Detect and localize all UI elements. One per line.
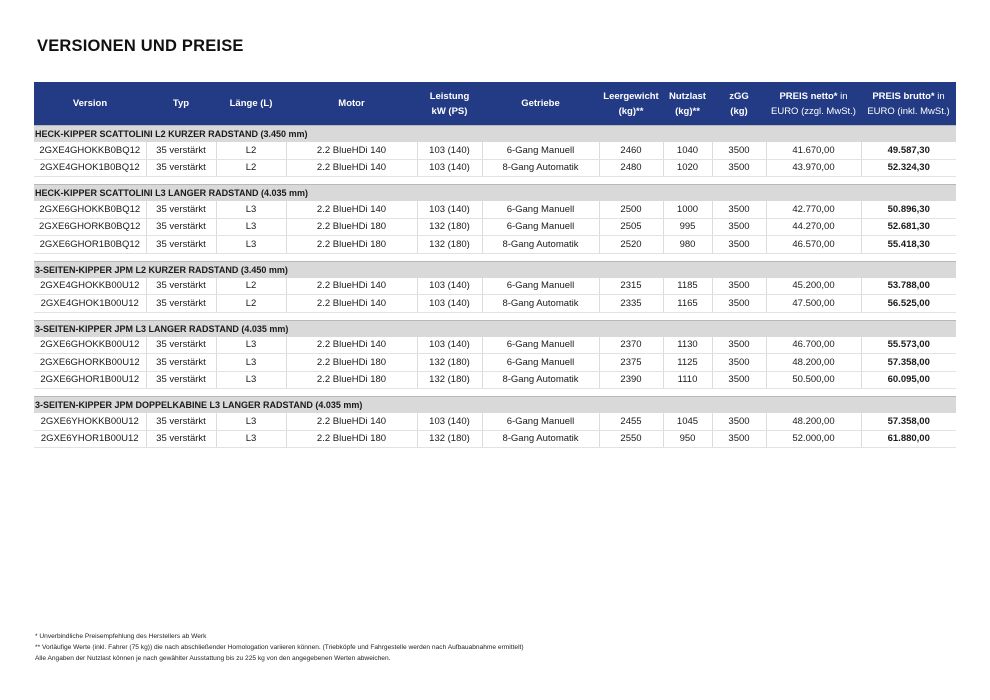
- col-nutzlast-line1: Nutzlast: [669, 90, 706, 102]
- footnotes: [35, 631, 524, 664]
- section-spacer: [34, 312, 956, 320]
- section-title: 3-SEITEN-KIPPER JPM L2 KURZER RADSTAND (3.450 mm): [34, 261, 956, 278]
- section-header-row: [34, 126, 956, 143]
- cell-zgg: 3500: [712, 236, 766, 254]
- cell-zgg: 3500: [712, 159, 766, 177]
- col-getriebe: Getriebe: [482, 82, 599, 126]
- cell-laenge: L3: [216, 430, 286, 448]
- cell-leergewicht: 2500: [599, 201, 663, 218]
- cell-motor: 2.2 BlueHDi 140: [286, 337, 417, 354]
- section-header-row: [34, 320, 956, 337]
- col-preis-netto-line2: EURO (zzgl. MwSt.): [771, 105, 856, 117]
- table-row: [34, 201, 956, 218]
- table-row: [34, 354, 956, 372]
- col-zgg: [712, 82, 766, 126]
- cell-laenge: L3: [216, 371, 286, 389]
- footnote-2: ** Vorläufige Werte (inkl. Fahrer (75 kg)) die nach abschließender Homologation variieren können. (Triebköpfe und Fahrgestelle werden nach Aufbauabnahme ermittelt): [35, 644, 524, 651]
- cell-leergewicht: 2375: [599, 354, 663, 372]
- page-title: VERSIONEN UND PREISE: [37, 37, 244, 55]
- cell-zgg: 3500: [712, 413, 766, 430]
- cell-zgg: 3500: [712, 371, 766, 389]
- cell-leergewicht: 2460: [599, 142, 663, 159]
- cell-leistung: 132 (180): [417, 236, 482, 254]
- col-nutzlast-line2: (kg)**: [675, 105, 700, 117]
- cell-leistung: 132 (180): [417, 354, 482, 372]
- cell-version: 2GXE6GHOKKB00U12: [34, 337, 146, 354]
- cell-nutzlast: 1000: [663, 201, 712, 218]
- cell-getriebe: 6-Gang Manuell: [482, 337, 599, 354]
- cell-typ: 35 verstärkt: [146, 142, 216, 159]
- cell-zgg: 3500: [712, 278, 766, 295]
- footnote-1: * Unverbindliche Preisempfehlung des Herstellers ab Werk: [35, 633, 207, 640]
- cell-motor: 2.2 BlueHDi 140: [286, 295, 417, 313]
- cell-laenge: L3: [216, 236, 286, 254]
- table-row: [34, 278, 956, 295]
- cell-preis-brutto: 60.095,00: [861, 371, 956, 389]
- cell-typ: 35 verstärkt: [146, 218, 216, 236]
- cell-leistung: 132 (180): [417, 218, 482, 236]
- section-spacer: [34, 177, 956, 185]
- cell-getriebe: 6-Gang Manuell: [482, 218, 599, 236]
- cell-nutzlast: 995: [663, 218, 712, 236]
- cell-preis-brutto: 55.573,00: [861, 337, 956, 354]
- cell-leergewicht: 2550: [599, 430, 663, 448]
- spacer-cell: [34, 177, 956, 185]
- cell-leistung: 103 (140): [417, 337, 482, 354]
- col-leergewicht-line1: Leergewicht: [603, 90, 659, 102]
- col-preis-brutto-in: in: [934, 90, 945, 102]
- table-row: [34, 430, 956, 448]
- cell-motor: 2.2 BlueHDi 140: [286, 142, 417, 159]
- cell-leergewicht: 2480: [599, 159, 663, 177]
- cell-nutzlast: 980: [663, 236, 712, 254]
- table-body: [34, 126, 956, 448]
- cell-nutzlast: 1045: [663, 413, 712, 430]
- cell-leergewicht: 2335: [599, 295, 663, 313]
- cell-motor: 2.2 BlueHDi 140: [286, 159, 417, 177]
- cell-version: 2GXE6GHOKKB0BQ12: [34, 201, 146, 218]
- cell-motor: 2.2 BlueHDi 140: [286, 278, 417, 295]
- table-row: [34, 142, 956, 159]
- cell-version: 2GXE6YHOR1B00U12: [34, 430, 146, 448]
- cell-preis-netto: 48.200,00: [766, 354, 861, 372]
- cell-version: 2GXE4GHOK1B00U12: [34, 295, 146, 313]
- cell-motor: 2.2 BlueHDi 180: [286, 236, 417, 254]
- cell-typ: 35 verstärkt: [146, 236, 216, 254]
- cell-motor: 2.2 BlueHDi 180: [286, 354, 417, 372]
- cell-typ: 35 verstärkt: [146, 295, 216, 313]
- cell-nutzlast: 1130: [663, 337, 712, 354]
- cell-laenge: L3: [216, 413, 286, 430]
- cell-preis-brutto: 56.525,00: [861, 295, 956, 313]
- cell-motor: 2.2 BlueHDi 180: [286, 430, 417, 448]
- cell-motor: 2.2 BlueHDi 140: [286, 201, 417, 218]
- cell-getriebe: 6-Gang Manuell: [482, 142, 599, 159]
- col-leergewicht: [599, 82, 663, 126]
- cell-laenge: L2: [216, 159, 286, 177]
- cell-getriebe: 6-Gang Manuell: [482, 278, 599, 295]
- cell-preis-brutto: 57.358,00: [861, 354, 956, 372]
- cell-getriebe: 8-Gang Automatik: [482, 430, 599, 448]
- cell-getriebe: 6-Gang Manuell: [482, 354, 599, 372]
- cell-preis-netto: 50.500,00: [766, 371, 861, 389]
- cell-leergewicht: 2520: [599, 236, 663, 254]
- cell-typ: 35 verstärkt: [146, 371, 216, 389]
- table-row: [34, 159, 956, 177]
- col-version: Version: [34, 82, 146, 126]
- section-title: HECK-KIPPER SCATTOLINI L3 LANGER RADSTAND (4.035 mm): [34, 185, 956, 202]
- section-title: 3-SEITEN-KIPPER JPM L3 LANGER RADSTAND (4.035 mm): [34, 320, 956, 337]
- cell-preis-netto: 42.770,00: [766, 201, 861, 218]
- cell-zgg: 3500: [712, 218, 766, 236]
- section-spacer: [34, 253, 956, 261]
- spacer-cell: [34, 253, 956, 261]
- cell-preis-netto: 46.570,00: [766, 236, 861, 254]
- col-leistung: [417, 82, 482, 126]
- col-nutzlast: [663, 82, 712, 126]
- section-header-row: [34, 261, 956, 278]
- cell-typ: 35 verstärkt: [146, 354, 216, 372]
- cell-nutzlast: 1110: [663, 371, 712, 389]
- cell-zgg: 3500: [712, 295, 766, 313]
- cell-version: 2GXE4GHOKKB00U12: [34, 278, 146, 295]
- cell-zgg: 3500: [712, 354, 766, 372]
- cell-laenge: L3: [216, 201, 286, 218]
- cell-preis-netto: 45.200,00: [766, 278, 861, 295]
- cell-motor: 2.2 BlueHDi 180: [286, 371, 417, 389]
- cell-zgg: 3500: [712, 430, 766, 448]
- cell-laenge: L2: [216, 295, 286, 313]
- cell-leistung: 103 (140): [417, 278, 482, 295]
- col-leergewicht-line2: (kg)**: [618, 105, 644, 117]
- section-title: 3-SEITEN-KIPPER JPM DOPPELKABINE L3 LANGER RADSTAND (4.035 mm): [34, 397, 956, 414]
- cell-leergewicht: 2505: [599, 218, 663, 236]
- spacer-cell: [34, 312, 956, 320]
- cell-typ: 35 verstärkt: [146, 430, 216, 448]
- col-zgg-line1: zGG: [729, 90, 749, 102]
- col-preis-netto: [766, 82, 861, 126]
- cell-preis-netto: 48.200,00: [766, 413, 861, 430]
- cell-version: 2GXE4GHOK1B0BQ12: [34, 159, 146, 177]
- cell-leistung: 132 (180): [417, 430, 482, 448]
- cell-typ: 35 verstärkt: [146, 201, 216, 218]
- col-preis-netto-bold: PREIS netto*: [779, 90, 838, 102]
- cell-preis-brutto: 52.324,30: [861, 159, 956, 177]
- cell-leistung: 103 (140): [417, 413, 482, 430]
- section-header-row: [34, 185, 956, 202]
- cell-leergewicht: 2390: [599, 371, 663, 389]
- table-row: [34, 236, 956, 254]
- cell-getriebe: 8-Gang Automatik: [482, 159, 599, 177]
- spacer-cell: [34, 389, 956, 397]
- cell-leistung: 103 (140): [417, 159, 482, 177]
- col-leistung-line2: kW (PS): [431, 105, 468, 117]
- col-preis-brutto-line2: EURO (inkl. MwSt.): [867, 105, 950, 117]
- cell-leistung: 132 (180): [417, 371, 482, 389]
- cell-laenge: L2: [216, 278, 286, 295]
- cell-nutzlast: 1040: [663, 142, 712, 159]
- col-typ: Typ: [146, 82, 216, 126]
- cell-zgg: 3500: [712, 337, 766, 354]
- cell-version: 2GXE6GHOR1B00U12: [34, 371, 146, 389]
- cell-laenge: L3: [216, 218, 286, 236]
- cell-preis-netto: 46.700,00: [766, 337, 861, 354]
- cell-version: 2GXE6YHOKKB00U12: [34, 413, 146, 430]
- cell-typ: 35 verstärkt: [146, 413, 216, 430]
- cell-typ: 35 verstärkt: [146, 278, 216, 295]
- col-leistung-line1: Leistung: [429, 90, 470, 102]
- cell-preis-netto: 52.000,00: [766, 430, 861, 448]
- table-header: [34, 82, 956, 126]
- cell-version: 2GXE6GHORKB0BQ12: [34, 218, 146, 236]
- cell-getriebe: 8-Gang Automatik: [482, 236, 599, 254]
- col-zgg-line2: (kg): [730, 105, 748, 117]
- cell-preis-brutto: 50.896,30: [861, 201, 956, 218]
- cell-laenge: L3: [216, 354, 286, 372]
- section-title: HECK-KIPPER SCATTOLINI L2 KURZER RADSTAND (3.450 mm): [34, 126, 956, 143]
- cell-version: 2GXE6GHORKB00U12: [34, 354, 146, 372]
- cell-version: 2GXE4GHOKKB0BQ12: [34, 142, 146, 159]
- section-header-row: [34, 397, 956, 414]
- cell-motor: 2.2 BlueHDi 180: [286, 218, 417, 236]
- cell-getriebe: 6-Gang Manuell: [482, 201, 599, 218]
- cell-preis-netto: 41.670,00: [766, 142, 861, 159]
- cell-getriebe: 8-Gang Automatik: [482, 295, 599, 313]
- cell-leistung: 103 (140): [417, 142, 482, 159]
- cell-nutzlast: 950: [663, 430, 712, 448]
- cell-nutzlast: 1125: [663, 354, 712, 372]
- cell-motor: 2.2 BlueHDi 140: [286, 413, 417, 430]
- cell-preis-netto: 44.270,00: [766, 218, 861, 236]
- col-preis-brutto: [861, 82, 956, 126]
- cell-leergewicht: 2370: [599, 337, 663, 354]
- cell-preis-brutto: 57.358,00: [861, 413, 956, 430]
- cell-preis-netto: 47.500,00: [766, 295, 861, 313]
- table-row: [34, 371, 956, 389]
- cell-laenge: L2: [216, 142, 286, 159]
- col-laenge: Länge (L): [216, 82, 286, 126]
- footnote-3: Alle Angaben der Nutzlast können je nach gewählter Ausstattung bis zu 225 kg von den angegebenen Werten abweichen.: [35, 655, 391, 662]
- table-row: [34, 413, 956, 430]
- cell-nutzlast: 1165: [663, 295, 712, 313]
- cell-preis-brutto: 49.587,30: [861, 142, 956, 159]
- cell-typ: 35 verstärkt: [146, 159, 216, 177]
- col-motor: Motor: [286, 82, 417, 126]
- cell-preis-brutto: 52.681,30: [861, 218, 956, 236]
- table-row: [34, 337, 956, 354]
- col-preis-brutto-bold: PREIS brutto*: [872, 90, 935, 102]
- table-row: [34, 295, 956, 313]
- cell-preis-brutto: 61.880,00: [861, 430, 956, 448]
- table-row: [34, 218, 956, 236]
- cell-leistung: 103 (140): [417, 295, 482, 313]
- cell-leergewicht: 2315: [599, 278, 663, 295]
- cell-laenge: L3: [216, 337, 286, 354]
- cell-preis-netto: 43.970,00: [766, 159, 861, 177]
- section-spacer: [34, 389, 956, 397]
- cell-getriebe: 6-Gang Manuell: [482, 413, 599, 430]
- cell-nutzlast: 1020: [663, 159, 712, 177]
- cell-getriebe: 8-Gang Automatik: [482, 371, 599, 389]
- cell-version: 2GXE6GHOR1B0BQ12: [34, 236, 146, 254]
- cell-zgg: 3500: [712, 201, 766, 218]
- cell-typ: 35 verstärkt: [146, 337, 216, 354]
- cell-zgg: 3500: [712, 142, 766, 159]
- cell-leergewicht: 2455: [599, 413, 663, 430]
- price-table: [34, 82, 956, 448]
- cell-preis-brutto: 53.788,00: [861, 278, 956, 295]
- cell-preis-brutto: 55.418,30: [861, 236, 956, 254]
- cell-nutzlast: 1185: [663, 278, 712, 295]
- cell-leistung: 103 (140): [417, 201, 482, 218]
- col-preis-netto-in: in: [837, 90, 848, 102]
